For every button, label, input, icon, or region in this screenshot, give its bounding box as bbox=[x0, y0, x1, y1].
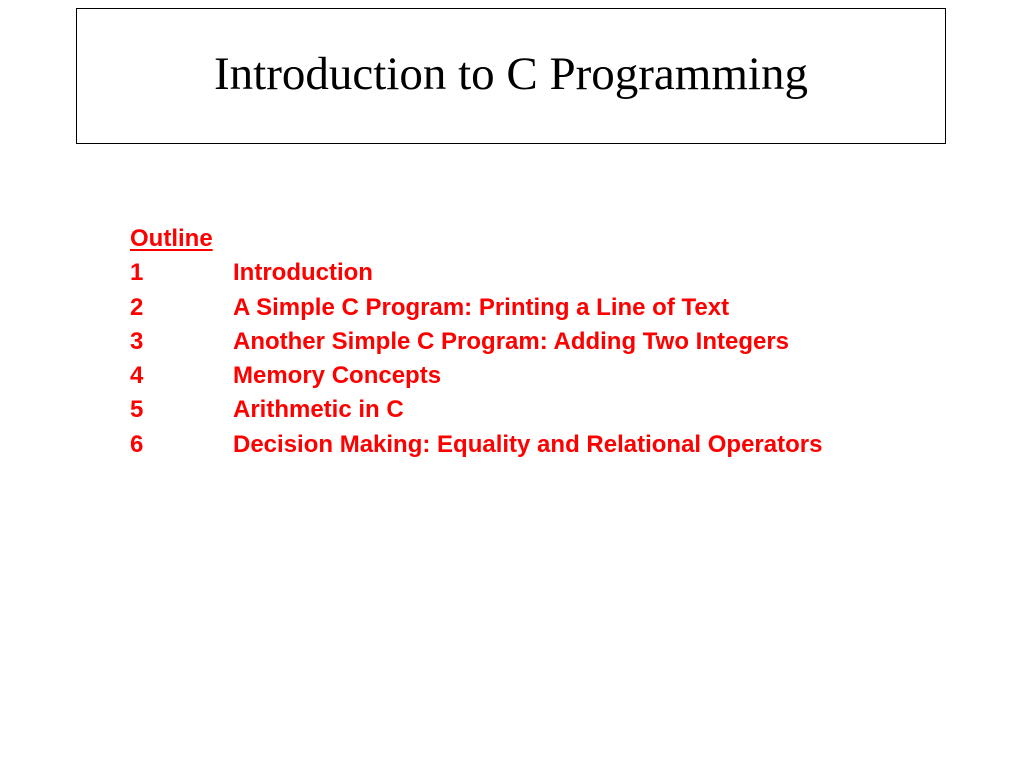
outline-item bbox=[130, 256, 950, 290]
outline-item-number: 6 bbox=[130, 430, 144, 458]
outline-item-label: Memory Concepts bbox=[233, 362, 442, 390]
outline-list bbox=[130, 256, 950, 462]
outline-item bbox=[130, 325, 950, 359]
outline-item-number: 3 bbox=[130, 327, 144, 355]
outline-item-label: Introduction bbox=[233, 259, 373, 287]
outline-item bbox=[130, 428, 950, 462]
outline-item bbox=[130, 359, 950, 393]
outline-item-label: Another Simple C Program: Adding Two Integers bbox=[233, 327, 790, 355]
slide-title: Introduction to C Programming bbox=[214, 47, 808, 100]
outline-item-label: Arithmetic in C bbox=[233, 396, 404, 424]
outline-item-label: A Simple C Program: Printing a Line of Text bbox=[233, 293, 730, 321]
title-box bbox=[76, 8, 946, 144]
outline-section bbox=[130, 222, 950, 462]
outline-heading: Outline bbox=[130, 225, 213, 252]
outline-item-label: Decision Making: Equality and Relational Operators bbox=[233, 430, 823, 458]
outline-item-number: 4 bbox=[130, 362, 144, 390]
outline-item-number: 1 bbox=[130, 259, 144, 287]
outline-item-number: 2 bbox=[130, 293, 144, 321]
outline-item-number: 5 bbox=[130, 396, 144, 424]
outline-item bbox=[130, 291, 950, 325]
outline-item bbox=[130, 393, 950, 427]
